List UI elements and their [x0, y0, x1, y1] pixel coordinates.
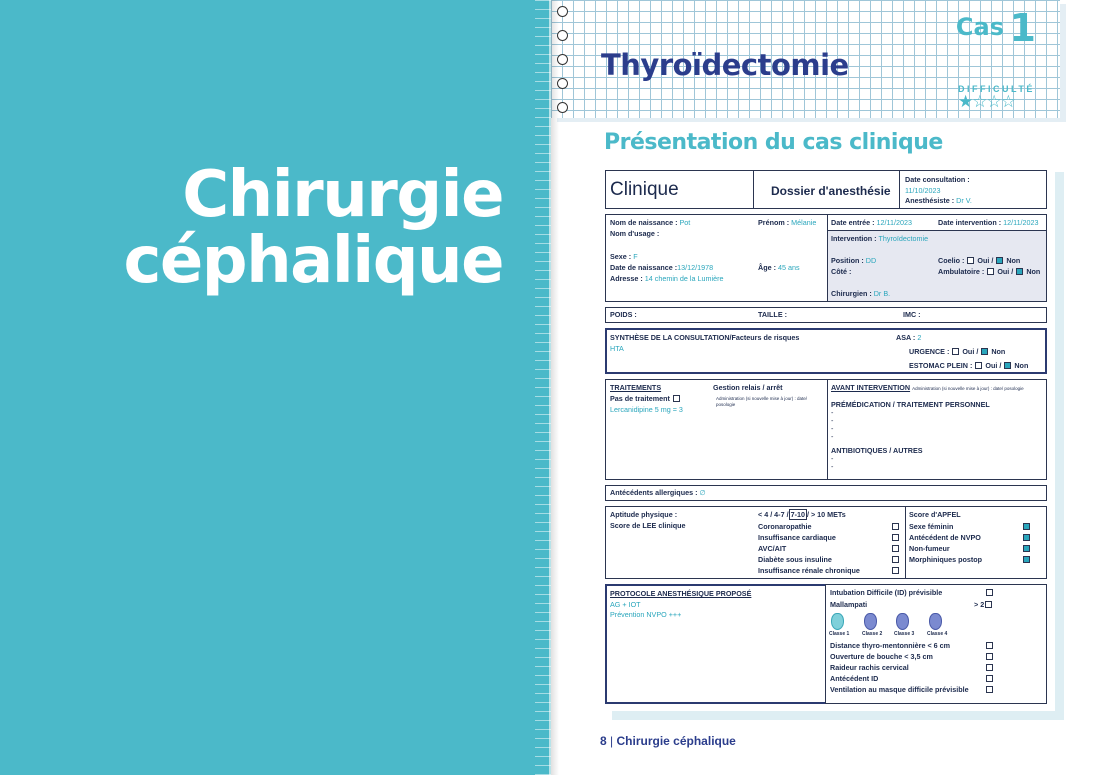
nom-naissance-label: Nom de naissance :	[610, 218, 678, 227]
case-label	[956, 6, 1036, 50]
protocole-line2: Prévention NVPO +++	[610, 610, 682, 619]
date-intervention-value: 12/11/2023	[1003, 218, 1039, 227]
coelio-oui: Oui /	[977, 256, 994, 265]
adresse-value: 14 chemin de la Lumière	[644, 274, 724, 283]
patient-intervention-block	[605, 214, 1047, 302]
lee-checkbox[interactable]	[892, 523, 899, 530]
estomac-non-checkbox[interactable]	[1004, 362, 1011, 369]
date-consultation-label: Date consultation :	[905, 175, 970, 184]
premed-line: -	[831, 408, 834, 417]
ambulatoire-non: Non	[1026, 267, 1041, 276]
allergies-value: ∅	[699, 488, 706, 497]
date-intervention-label: Date intervention :	[938, 218, 1002, 227]
apfel-checkbox[interactable]	[1023, 545, 1030, 552]
urgence-oui-checkbox[interactable]	[952, 348, 959, 355]
id-label: Intubation Difficile (ID) prévisible	[830, 588, 943, 597]
ddn-label: Date de naissance :	[610, 263, 678, 272]
antibiotiques-title: ANTIBIOTIQUES / AUTRES	[831, 446, 923, 455]
page-footer	[600, 734, 736, 748]
lee-checkbox[interactable]	[892, 556, 899, 563]
mallampati-checkbox[interactable]	[985, 601, 992, 608]
apfel-item: Sexe féminin	[909, 522, 954, 531]
lee-checkbox[interactable]	[892, 567, 899, 574]
ambulatoire-non-checkbox[interactable]	[1016, 268, 1023, 275]
dossier-title: Dossier d'anesthésie	[771, 184, 891, 198]
anesthesiste-label: Anesthésiste :	[905, 196, 955, 205]
date-entree-label: Date entrée :	[831, 218, 875, 227]
lee-checkbox[interactable]	[892, 534, 899, 541]
notebook-header	[551, 0, 1060, 118]
allergies-row	[605, 485, 1047, 501]
pas-de-traitement-checkbox[interactable]	[673, 395, 680, 402]
lee-item: Insuffisance cardiaque	[758, 533, 836, 542]
mets-options-end: / > 10 METs	[806, 510, 846, 519]
position-label: Position :	[831, 256, 864, 265]
nom-usage-label: Nom d'usage :	[610, 229, 660, 238]
apfel-checkboxes	[1022, 521, 1031, 565]
coelio-non-checkbox[interactable]	[996, 257, 1003, 264]
antibiotiques-list	[831, 455, 833, 471]
lee-item: Coronaropathie	[758, 522, 812, 531]
nom-naissance-value: Pot	[679, 218, 691, 227]
age-label: Âge :	[758, 263, 776, 272]
asa-label: ASA :	[896, 333, 916, 342]
aptitude-label: Aptitude physique :	[610, 510, 678, 519]
mesures-row	[605, 307, 1047, 323]
difficulty-label: DIFFICULTÉ	[958, 84, 1035, 94]
protocole-title: PROTOCOLE ANESTHÉSIQUE PROPOSÉ	[610, 589, 752, 598]
synthese-title: SYNTHÈSE DE LA CONSULTATION/Facteurs de risques	[610, 333, 800, 342]
right-page	[551, 0, 1096, 775]
estomac-non: Non	[1014, 361, 1029, 370]
mallampati-class3: Classe 3	[894, 631, 915, 637]
apfel-checkbox[interactable]	[1023, 534, 1030, 541]
id-criterion: Ouverture de bouche < 3,5 cm	[830, 652, 933, 661]
chapter-title-line1: Chirurgie	[182, 158, 503, 232]
lee-item: AVC/AIT	[758, 544, 787, 553]
traitements-title: TRAITEMENTS	[610, 383, 662, 392]
case-label-text: Cas	[955, 13, 1004, 41]
sexe-label: Sexe :	[610, 252, 632, 261]
id-criterion: Ventilation au masque difficile prévisible	[830, 685, 969, 694]
estomac-oui: Oui /	[985, 361, 1002, 370]
apfel-checkbox[interactable]	[1023, 523, 1030, 530]
mallampati-value: > 2	[974, 600, 985, 609]
imc-label: IMC :	[903, 310, 921, 319]
ddn-value: 13/12/1978	[677, 263, 714, 272]
asa-value: 2	[917, 333, 922, 342]
estomac-oui-checkbox[interactable]	[975, 362, 982, 369]
ambulatoire-oui-checkbox[interactable]	[987, 268, 994, 275]
apfel-item: Morphiniques postop	[909, 555, 983, 564]
urgence-non-checkbox[interactable]	[981, 348, 988, 355]
avant-intervention-note: Administration (si nouvelle mise à jour) : date/ posologie	[912, 386, 1024, 391]
chirurgien-value: Dr B.	[873, 289, 891, 298]
apfel-list	[909, 521, 982, 565]
intervention-value: Thyroïdectomie	[878, 234, 929, 243]
anesthesiste-value: Dr V.	[956, 196, 972, 205]
mallampati-class4-icon	[929, 613, 942, 630]
lee-label: Score de LEE clinique	[610, 521, 686, 530]
synthese-block	[605, 328, 1047, 374]
sexe-value: F	[633, 252, 638, 261]
date-entree-value: 12/11/2023	[876, 218, 912, 227]
difficulty-stars-icon: ★☆☆☆	[958, 92, 1015, 111]
position-value: DD	[865, 256, 877, 265]
id-criterion-checkbox[interactable]	[986, 675, 993, 682]
id-criteria-checkboxes	[985, 640, 994, 695]
case-number: 1	[1009, 6, 1036, 50]
traitement-medication: Lercanidipine 5 mg = 3	[610, 405, 683, 414]
intervention-label: Intervention :	[831, 234, 877, 243]
lee-list	[758, 521, 860, 576]
apfel-item: Antécédent de NVPO	[909, 533, 981, 542]
mallampati-class3-icon	[896, 613, 909, 630]
section-title: Présentation du cas clinique	[604, 130, 943, 155]
id-checkbox[interactable]	[986, 589, 993, 596]
chapter-title-line2: céphalique	[123, 224, 503, 298]
allergies-label: Antécédents allergiques :	[610, 488, 698, 497]
aptitude-block	[605, 506, 1047, 579]
ambulatoire-oui: Oui /	[997, 267, 1014, 276]
urgence-label: URGENCE :	[909, 347, 950, 356]
mallampati-label: Mallampati	[830, 600, 868, 609]
footer-chapter: Chirurgie céphalique	[616, 734, 736, 748]
page-number: 8	[600, 734, 607, 748]
chirurgien-label: Chirurgien :	[831, 289, 872, 298]
id-criterion: Distance thyro-mentonnière < 6 cm	[830, 641, 951, 650]
urgence-oui: Oui /	[962, 347, 979, 356]
anesthesia-form	[603, 163, 1055, 711]
antibio-line: -	[831, 454, 834, 463]
mets-options: < 4 / 4-7 /	[758, 510, 789, 519]
chapter-title	[123, 158, 503, 298]
premedication-title: PRÉMÉDICATION / TRAITEMENT PERSONNEL	[831, 400, 990, 409]
lee-checkbox[interactable]	[892, 545, 899, 552]
traitements-block	[605, 379, 1047, 480]
premed-line: -	[831, 424, 834, 433]
protocole-block	[605, 584, 828, 704]
id-criterion-checkbox[interactable]	[986, 653, 993, 660]
ambulatoire-label: Ambulatoire :	[938, 267, 985, 276]
mallampati-class2-icon	[864, 613, 877, 630]
mallampati-class4: Classe 4	[927, 631, 948, 637]
coelio-label: Coelio :	[938, 256, 965, 265]
apfel-item: Non-fumeur	[909, 544, 950, 553]
id-criterion-checkbox[interactable]	[986, 664, 993, 671]
intubation-block	[825, 584, 1047, 704]
date-consultation-value: 11/10/2023	[905, 186, 941, 195]
adresse-label: Adresse :	[610, 274, 643, 283]
urgence-non: Non	[991, 347, 1006, 356]
gutter-shadow	[551, 0, 559, 775]
mallampati-class1: Classe 1	[829, 631, 850, 637]
estomac-label: ESTOMAC PLEIN :	[909, 361, 973, 370]
footer-separator: |	[610, 734, 614, 748]
case-title: Thyroïdectomie	[601, 48, 849, 82]
lee-item: Diabète sous insuline	[758, 555, 832, 564]
mallampati-class2: Classe 2	[862, 631, 883, 637]
avant-intervention-title: AVANT INTERVENTION	[831, 383, 911, 392]
id-criterion: Raideur rachis cervical	[830, 663, 909, 672]
cote-label: Côté :	[831, 267, 852, 276]
admin-note: Administration (si nouvelle mise à jour) : date/ posologie	[716, 396, 808, 407]
apfel-title: Score d'APFEL	[909, 510, 961, 519]
synthese-value: HTA	[610, 344, 624, 353]
id-criterion-checkbox[interactable]	[986, 642, 993, 649]
mallampati-class1-icon	[831, 613, 844, 630]
protocole-line1: AG + IOT	[610, 600, 641, 609]
poids-label: POIDS :	[610, 310, 637, 319]
prenom-value: Mélanie	[791, 218, 817, 227]
lee-checkboxes	[891, 521, 900, 576]
premedication-list	[831, 409, 833, 441]
lee-item: Insuffisance rénale chronique	[758, 566, 860, 575]
form-header	[605, 170, 1047, 209]
id-criterion-checkbox[interactable]	[986, 686, 993, 693]
coelio-non: Non	[1006, 256, 1021, 265]
antibio-line: -	[831, 462, 834, 471]
pas-de-traitement-label: Pas de traitement	[610, 394, 670, 403]
apfel-checkbox[interactable]	[1023, 556, 1030, 563]
gestion-relais-label: Gestion relais / arrêt	[713, 383, 783, 392]
coelio-oui-checkbox[interactable]	[967, 257, 974, 264]
id-criterion: Antécédent ID	[830, 674, 879, 683]
premed-line: -	[831, 416, 834, 425]
taille-label: TAILLE :	[758, 310, 788, 319]
mets-selected: 7-10	[790, 510, 805, 519]
premed-line: -	[831, 432, 834, 441]
age-value: 45 ans	[777, 263, 800, 272]
difficulty-rating	[958, 84, 1035, 110]
id-criteria-list	[830, 640, 969, 695]
clinique-label: Clinique	[610, 179, 679, 200]
prenom-label: Prénom :	[758, 218, 790, 227]
